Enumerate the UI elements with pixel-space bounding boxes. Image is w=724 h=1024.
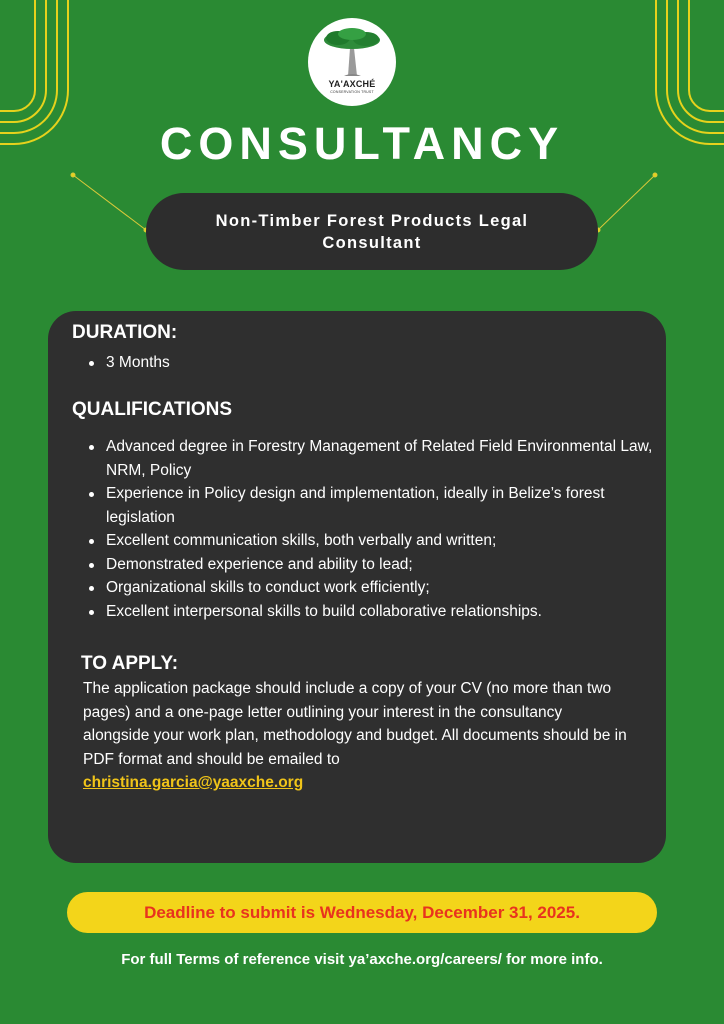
- position-title: Non-Timber Forest Products Legal Consultant: [215, 211, 529, 252]
- logo-tagline: CONSERVATION TRUST: [330, 90, 374, 94]
- duration-heading: DURATION:: [72, 322, 178, 343]
- list-item: 3 Months: [86, 351, 386, 375]
- position-title-banner: [146, 193, 598, 270]
- list-item: Excellent interpersonal skills to build collaborative relationships.: [86, 600, 656, 624]
- qualifications-heading: QUALIFICATIONS: [72, 399, 233, 420]
- list-item: Advanced degree in Forestry Management of Related Field Environmental Law, NRM, Policy: [86, 435, 656, 482]
- apply-instructions: [83, 677, 628, 795]
- logo-name: YA'AXCHÉ: [328, 79, 376, 89]
- list-item: Experience in Policy design and implementation, ideally in Belize’s forest legislation: [86, 482, 656, 529]
- details-card: [48, 311, 666, 863]
- list-item: Organizational skills to conduct work efficiently;: [86, 576, 656, 600]
- duration-list: [86, 351, 386, 375]
- qualifications-list: [86, 435, 656, 623]
- list-item: Excellent communication skills, both verbally and written;: [86, 529, 656, 553]
- apply-heading: TO APPLY:: [81, 653, 179, 674]
- apply-text: The application package should include a copy of your CV (no more than two pages) and a one-page letter outlining your interest in the consultancy alongside your work plan, methodology and budget. All documents should be in PDF format and should be emailed to: [83, 680, 627, 768]
- deadline-text: Deadline to submit is Wednesday, December 31, 2025.: [144, 902, 580, 922]
- footer-note: For full Terms of reference visit ya’axche.org/careers/ for more info.: [121, 951, 603, 968]
- deadline-banner: [67, 892, 657, 933]
- page-title: CONSULTANCY: [159, 118, 565, 169]
- list-item: Demonstrated experience and ability to lead;: [86, 553, 656, 577]
- email-link[interactable]: christina.garcia@yaaxche.org: [83, 774, 304, 791]
- organization-logo: [308, 18, 396, 106]
